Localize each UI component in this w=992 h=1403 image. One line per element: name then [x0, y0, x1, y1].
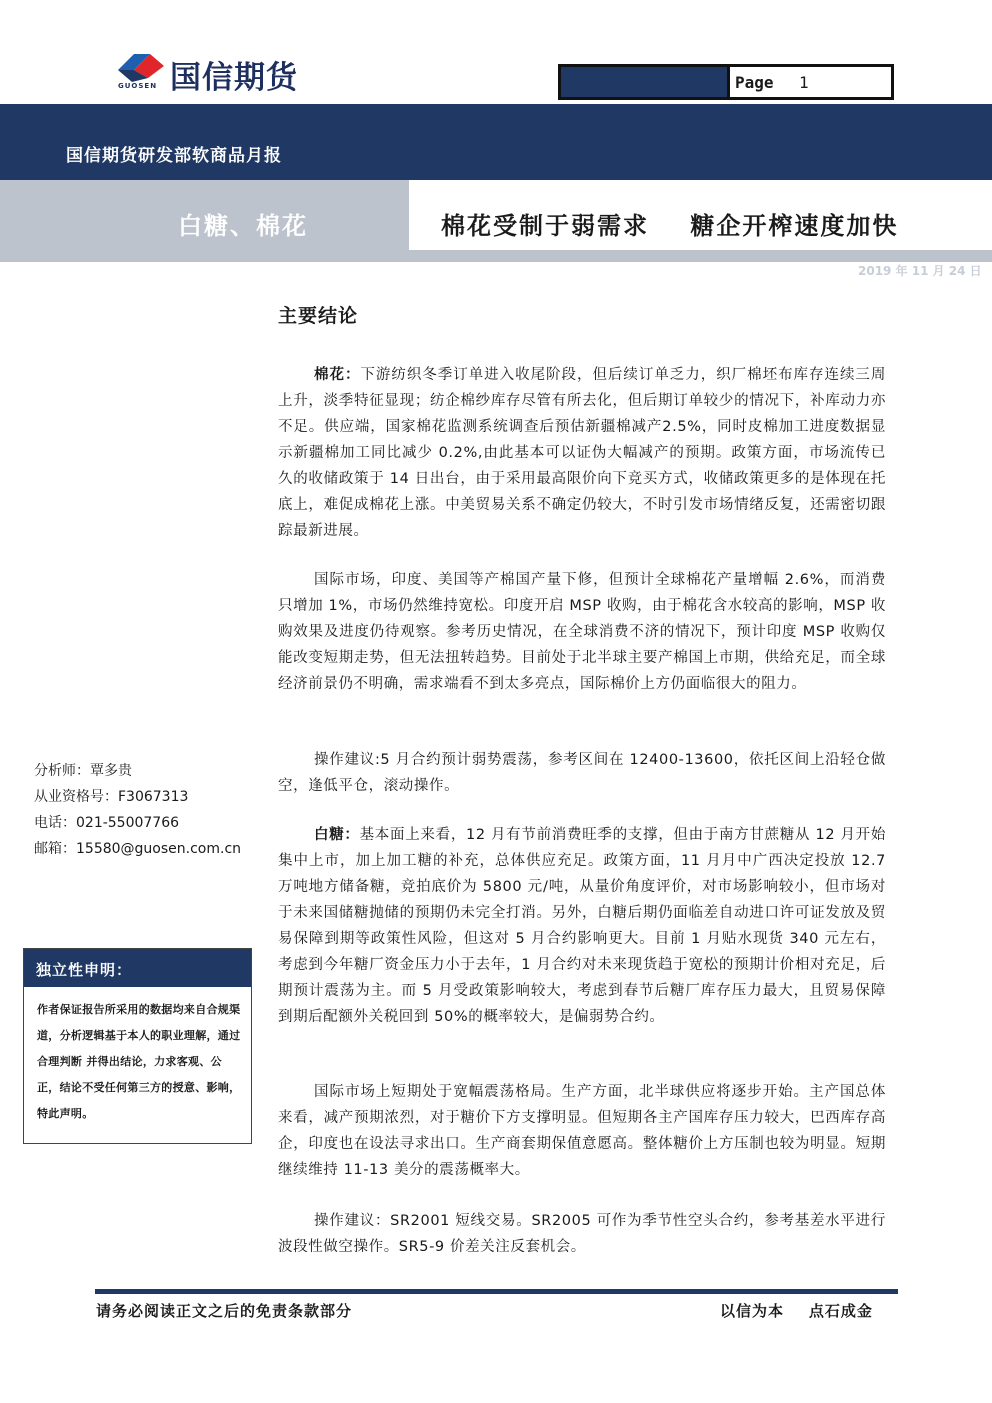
- paragraph-text: 下游纺织冬季订单进入收尾阶段，但后续订单乏力，织厂棉坯布库存连续三周上升，淡季特征显现；纺企棉纱库存尽管有所去化，但后期订单较少的情况下，补库动力亦不足。供应端，国家棉花监测系统调查后预估新疆棉减产2.5%，同时皮棉加工进度数据显示新疆棉加工同比减少 0.2%,由此基本可以证伪大幅减产的预期。政策方面，市场流传已久的收储政策于 14 日出台，由于采用最高限价向下竞买方式，收储政策更多的是体现在托底上，难促成棉花上涨。中美贸易关系不确定仍较大，不时引发市场情绪反复，还需密切跟踪最新进展。: [278, 367, 886, 539]
- header-band: [0, 104, 992, 180]
- analyst-license: 从业资格号：F3067313: [34, 789, 189, 805]
- independence-header: [24, 949, 251, 987]
- paragraph-intl-sugar: [278, 1079, 886, 1183]
- paragraph-cotton: [278, 362, 886, 544]
- page-label: Page: [735, 73, 774, 92]
- paragraph-cotton-advice: [278, 747, 886, 799]
- independence-text: 作者保证报告所采用的数据均来自合规渠道，分析逻辑基于本人的职业理解，通过合理判断 并得出结论，力求客观、公正，结论不受任何第三方的授意、影响，特此声明。: [37, 1003, 241, 1120]
- paragraph-text: 操作建议:5 月合约预计弱势震荡，参考区间在 12400-13600，依托区间上沿轻仓做空，逢低平仓，滚动操作。: [278, 752, 886, 794]
- paragraph-text: 国际市场，印度、美国等产棉国产量下修，但预计全球棉花产量增幅 2.6%，而消费只增加 1%，市场仍然维持宽松。印度开启 MSP 收购，由于棉花含水较高的影响，MSP 收购效果及进度仍待观察。参考历史情况，在全球消费不济的情况下，预计印度 MSP 收购仅能改变短期走势，但无法扭转趋势。目前处于北半球主要产棉国上市期，供给充足，而全球经济前景仍不明确，需求端看不到太多亮点，国际棉价上方仍面临很大的阻力。: [278, 572, 886, 692]
- paragraph-intl-cotton: [278, 567, 886, 697]
- date-bar: [409, 250, 992, 262]
- footer-rule: [95, 1289, 898, 1294]
- section-title: 主要结论: [278, 305, 359, 327]
- page-indicator-block: [561, 67, 730, 97]
- analyst-name: 分析师：覃多贵: [34, 763, 132, 779]
- footer-disclaimer: 请务必阅读正文之后的免责条款部分: [96, 1302, 353, 1320]
- paragraph-text: 基本面上来看，12 月有节前消费旺季的支撑，但由于南方甘蔗糖从 12 月开始集中上市，加上加工糖的补充，总体供应充足。政策方面，11 月月中广西决定投放 12.7 万吨地方储备糖，竞拍底价为 5800 元/吨，从量价角度评价，对市场影响较小，但市场对于未来国储糖抛储的预期仍未完全打消。另外，白糖后期仍面临差自动进口许可证发放及贸易保障到期等政策性风险，但这对 5 月合约影响更大。目前 1 月贴水现货 340 元左右，考虑到今年糖厂资金压力小于去年，1 月合约对未来现货趋于宽松的预期计价相对充足，后期预计震荡为主。而 5 月受政策影响较大，考虑到春节后糖厂库存压力最大，且贸易保障到期后配额外关税回到 50%的概率较大，是偏弱势合约。: [278, 827, 886, 1025]
- paragraph-sugar-advice: [278, 1208, 886, 1260]
- page-indicator: [558, 64, 894, 100]
- brand-sub: GUOSEN: [118, 82, 158, 90]
- paragraph-lead: 棉花：: [314, 367, 361, 383]
- independence-title: 独立性申明：: [36, 961, 133, 979]
- report-date: 2019 年 11 月 24 日: [858, 264, 982, 278]
- independence-box: [23, 948, 252, 1144]
- analyst-phone: 电话：021-55007766: [34, 815, 180, 831]
- paragraph-text: 国际市场上短期处于宽幅震荡格局。生产方面，北半球供应将逐步开始。主产国总体来看，减产预期浓烈，对于糖价下方支撑明显。但短期各主产国库存压力较大，巴西库存高企，印度也在设法寻求出口。生产商套期保值意愿高。整体糖价上方压制也较为明显。短期继续维持 11-13 美分的震荡概率大。: [278, 1084, 886, 1178]
- brand-name: 国信期货: [170, 60, 298, 96]
- page-number: 1: [799, 73, 809, 92]
- footer-slogan: 以信为本 点石成金: [720, 1302, 873, 1320]
- paragraph-text: 操作建议：SR2001 短线交易。SR2005 可作为季节性空头合约，参考基差水平进行波段性做空操作。SR5-9 价差关注反套机会。: [278, 1213, 886, 1255]
- commodity-label: 白糖、棉花: [178, 212, 308, 240]
- report-title: 棉花受制于弱需求 糖企开榨速度加快: [441, 212, 899, 240]
- title-box: [409, 180, 992, 250]
- company-logo: [112, 48, 352, 96]
- analyst-email: 邮箱：15580@guosen.com.cn: [34, 841, 242, 857]
- report-series: 国信期货研发部软商品月报: [66, 146, 282, 166]
- paragraph-sugar: [278, 822, 886, 1030]
- analyst-info: [34, 758, 241, 862]
- paragraph-lead: 白糖：: [314, 827, 360, 843]
